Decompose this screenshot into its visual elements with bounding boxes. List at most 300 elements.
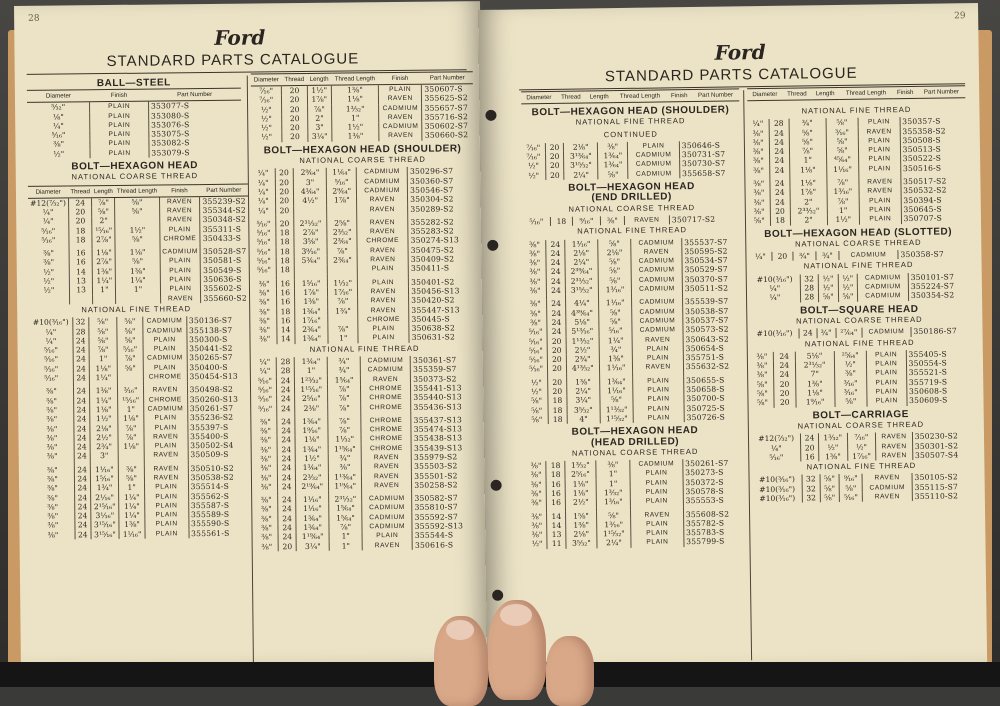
section-subtitle: NATIONAL COARSE THREAD bbox=[796, 314, 923, 326]
part-number-cell: 350546-S7 bbox=[408, 185, 474, 195]
spec-cell: 1" bbox=[328, 334, 358, 344]
spec-cell: ²⁵⁄₆₄" bbox=[834, 350, 866, 360]
part-number-cell: 350602-S7 bbox=[422, 121, 473, 131]
spec-cell: 1⁹⁄₁₆" bbox=[795, 397, 834, 407]
finish-cell: PLAIN bbox=[633, 413, 684, 423]
spec-cell: 2⅛" bbox=[89, 423, 118, 433]
spec-cell: 3¼" bbox=[567, 396, 600, 406]
binder-hole bbox=[487, 240, 498, 251]
spec-cell: 24 bbox=[73, 364, 89, 373]
section-subtitle: NATIONAL COARSE THREAD bbox=[571, 446, 699, 458]
spec-cell: 1¼" bbox=[599, 335, 632, 345]
spec-cell: 24 bbox=[73, 336, 89, 345]
spec-cell: ⅝" bbox=[117, 335, 143, 345]
spec-cell: 1¼" bbox=[116, 276, 160, 286]
spec-cell: 3¹⁵⁄₃₂" bbox=[564, 161, 598, 171]
part-number-cell: 350538-S7 bbox=[683, 306, 743, 316]
part-number-cell: 350717-S2 bbox=[669, 214, 741, 224]
spec-cell: 1⅞" bbox=[790, 188, 827, 198]
spec-cell bbox=[294, 265, 328, 275]
part-number-cell: 350646-S bbox=[679, 140, 740, 150]
spec-cell: 20 bbox=[546, 171, 565, 181]
part-number-cell: 350549-S bbox=[201, 265, 249, 275]
section-subtitle: NATIONAL COARSE THREAD bbox=[568, 202, 696, 214]
part-number-cell: 355553-S bbox=[683, 496, 745, 506]
spec-cell: 1¹⁵⁄₆₄" bbox=[328, 444, 361, 454]
spec-cell: 2¹⁹⁄₆₄" bbox=[296, 482, 329, 492]
finish-cell: RAVEN bbox=[357, 227, 408, 237]
spec-cell: 18 bbox=[69, 235, 93, 245]
spec-cell: ⅝" bbox=[88, 317, 117, 327]
part-number-cell: 355592-S7 bbox=[412, 512, 477, 522]
finish-cell: PLAIN bbox=[859, 205, 901, 215]
part-number-cell: 350700-S bbox=[684, 394, 744, 404]
section-subtitle: NATIONAL FINE THREAD bbox=[801, 104, 912, 116]
spec-cell: 1⅛" bbox=[93, 248, 116, 258]
spec-cell: ⅜" bbox=[47, 502, 59, 512]
spec-cell: ½" bbox=[260, 104, 272, 115]
spec-cell bbox=[29, 295, 69, 305]
part-number-cell: 350304-S2 bbox=[408, 194, 474, 204]
spec-cell: 14 bbox=[276, 325, 294, 334]
spec-cell: 1³⁄₃₂" bbox=[596, 488, 631, 498]
spec-cell: ⅜" bbox=[260, 454, 272, 464]
spec-cell: 13 bbox=[69, 276, 93, 286]
spec-cell: 24 bbox=[769, 147, 789, 157]
spec-cell: 1⅜" bbox=[119, 520, 145, 530]
spec-cell: ⅜" bbox=[530, 489, 542, 499]
part-number-cell: 355239-S2 bbox=[200, 196, 248, 206]
spec-cell: 3¼" bbox=[296, 541, 329, 551]
parts-table bbox=[522, 140, 740, 180]
spec-cell: ⅜" bbox=[46, 405, 58, 415]
spec-cell: 1³⁄₃₂" bbox=[565, 460, 596, 470]
spec-cell: 3¹⁵⁄₁₆" bbox=[91, 530, 120, 540]
spec-cell: ¾" bbox=[789, 118, 826, 128]
spec-cell: ⅜" bbox=[47, 493, 59, 503]
spec-cell: 1⅜" bbox=[116, 266, 160, 276]
spec-cell: 2⅞" bbox=[294, 228, 328, 238]
spec-cell: ⅜" bbox=[53, 139, 65, 150]
column-header: Thread Length bbox=[613, 90, 667, 103]
part-number-cell: 355400-S bbox=[188, 431, 245, 441]
spec-cell: 1⅜" bbox=[93, 267, 116, 277]
spec-cell: ⅜" bbox=[529, 249, 541, 259]
spec-cell: 18 bbox=[548, 405, 566, 415]
spec-cell: 24 bbox=[278, 473, 296, 482]
spec-cell: 24 bbox=[547, 277, 565, 287]
spec-cell: 28 bbox=[800, 283, 818, 293]
part-number-cell: 353075-S bbox=[149, 129, 242, 139]
spec-cell: ⅜" bbox=[528, 239, 540, 249]
part-number-cell: 350296-S7 bbox=[407, 167, 473, 177]
part-number-cell: 350401-S2 bbox=[409, 277, 475, 287]
finish-cell: RAVEN bbox=[362, 541, 412, 551]
spec-cell: ⅞" bbox=[328, 403, 361, 413]
spec-cell: 4¹³⁄₃₂" bbox=[566, 364, 599, 374]
column-header: Diameter bbox=[521, 91, 557, 103]
column-header: Part Number bbox=[422, 72, 473, 85]
spec-cell: ⅜" bbox=[261, 541, 273, 552]
spec-cell: ⅝" bbox=[756, 379, 768, 389]
spec-cell: 1⅛" bbox=[790, 178, 827, 188]
spec-cell: ⅜" bbox=[261, 532, 273, 542]
spec-cell: 24 bbox=[73, 345, 89, 354]
finish-cell: PLAIN bbox=[633, 385, 684, 395]
spec-cell: ⅝" bbox=[119, 474, 145, 484]
spec-cell: ⅞" bbox=[328, 297, 358, 307]
finish-cell: CADMIUM bbox=[630, 459, 683, 469]
spec-cell: ⁵⁄₁₆" bbox=[256, 237, 271, 247]
finish-cell: CADMIUM bbox=[143, 326, 187, 336]
finish-cell: CADMIUM bbox=[632, 284, 683, 294]
parts-table bbox=[752, 431, 970, 462]
spec-cell: ⁷⁄₁₆" bbox=[526, 152, 541, 162]
part-number-cell: 350508-S bbox=[900, 135, 966, 145]
spec-cell: #12(⁷⁄₃₂") bbox=[758, 433, 795, 444]
spec-cell: 20 bbox=[548, 387, 566, 397]
finish-cell: PLAIN bbox=[90, 101, 149, 111]
spec-cell: 24 bbox=[769, 165, 789, 175]
spec-cell: ⅜" bbox=[530, 318, 542, 328]
spec-cell: 24 bbox=[73, 373, 89, 382]
spec-cell: ½" bbox=[531, 539, 543, 549]
finish-cell: PLAIN bbox=[144, 413, 188, 423]
spec-cell: 1" bbox=[827, 206, 860, 216]
finish-cell: RAVEN bbox=[357, 195, 408, 205]
spec-cell: ½" bbox=[847, 442, 876, 452]
finish-cell: RAVEN bbox=[144, 473, 188, 483]
part-number-cell: 355716-S2 bbox=[422, 112, 473, 122]
spec-cell: 24 bbox=[75, 521, 91, 530]
finish-cell: RAVEN bbox=[362, 471, 412, 481]
section-subtitle: NATIONAL FINE THREAD bbox=[803, 260, 914, 271]
spec-cell: 24 bbox=[75, 511, 91, 520]
part-number-cell: 355405-S bbox=[906, 349, 969, 359]
table-row bbox=[753, 491, 971, 503]
finish-cell: CADMIUM bbox=[356, 167, 407, 177]
spec-cell: ½" bbox=[838, 273, 858, 283]
spec-cell: ⅝" bbox=[820, 493, 840, 503]
spec-cell: 1⅜" bbox=[332, 132, 379, 142]
part-number-cell: 355224-S7 bbox=[908, 281, 968, 291]
finish-cell: CADMIUM bbox=[858, 291, 909, 301]
column-header: Length bbox=[307, 73, 332, 85]
spec-cell: 2³⁄₆₄" bbox=[328, 255, 358, 265]
column-header: Part Number bbox=[692, 89, 740, 102]
part-number-cell: 350411-S bbox=[408, 264, 474, 274]
spec-cell: ⁷⁄₁₆" bbox=[259, 86, 274, 96]
spec-cell: 1⁷⁄₁₆" bbox=[328, 287, 358, 297]
spec-cell: 24 bbox=[546, 239, 564, 249]
spec-cell: ⅞" bbox=[328, 425, 361, 435]
spec-cell: 24 bbox=[277, 435, 295, 444]
spec-cell: 18 bbox=[276, 265, 294, 274]
spec-cell: ⅝" bbox=[117, 317, 143, 327]
finish-cell: PLAIN bbox=[145, 510, 189, 520]
page-title: STANDARD PARTS CATALOGUE bbox=[604, 64, 858, 86]
spec-cell: 24 bbox=[278, 532, 296, 541]
part-number-cell: 350582-S7 bbox=[412, 493, 477, 503]
spec-cell: 1" bbox=[295, 366, 328, 376]
spec-cell: #10(³⁄₁₆") bbox=[759, 484, 796, 494]
spec-cell: 24 bbox=[278, 514, 296, 523]
spec-cell: 18 bbox=[548, 396, 566, 406]
spec-cell: ¼" bbox=[45, 336, 57, 346]
spec-cell: ½" bbox=[528, 161, 540, 171]
part-number-cell: 355587-S bbox=[188, 500, 245, 510]
spec-cell: 1²³⁄₃₂" bbox=[295, 375, 328, 385]
part-number-cell: 355562-S bbox=[188, 491, 245, 501]
spec-cell bbox=[118, 373, 144, 383]
finish-cell: PLAIN bbox=[357, 264, 408, 274]
parts-table bbox=[748, 117, 967, 226]
finish-cell: RAVEN bbox=[631, 510, 684, 520]
parts-table bbox=[751, 349, 970, 408]
parts-table bbox=[750, 272, 968, 303]
finish-cell: CADMIUM bbox=[628, 169, 680, 179]
part-number-cell: 350230-S2 bbox=[912, 431, 970, 441]
finish-cell: PLAIN bbox=[628, 141, 680, 151]
finish-cell: RAVEN bbox=[357, 204, 408, 214]
spec-cell: ½" bbox=[818, 283, 838, 293]
spec-cell: 2½" bbox=[566, 345, 599, 355]
spec-cell: ⁵⁄₁₆" bbox=[44, 364, 59, 374]
spec-cell: ⁵⁄₁₆" bbox=[41, 226, 56, 236]
spec-cell: 24 bbox=[769, 156, 789, 166]
finish-cell: RAVEN bbox=[859, 186, 901, 196]
finish-cell: CHROME bbox=[361, 402, 411, 412]
spec-cell: 1³⁄₆₄" bbox=[296, 463, 329, 473]
spec-cell: ⅝" bbox=[598, 257, 631, 267]
spec-cell: 28 bbox=[276, 366, 294, 375]
spec-cell: 13 bbox=[547, 530, 566, 540]
spec-cell: 18 bbox=[275, 238, 293, 247]
spec-cell: ⅝" bbox=[789, 128, 826, 138]
finish-cell: RAVEN bbox=[632, 335, 683, 345]
spec-cell: ⅜" bbox=[529, 258, 541, 268]
part-number-cell: 350289-S2 bbox=[408, 204, 474, 214]
spec-cell: 24 bbox=[74, 493, 90, 502]
part-number-cell: 355436-S13 bbox=[411, 402, 476, 412]
spec-cell: #10(³⁄₁₆") bbox=[756, 328, 793, 339]
spec-cell: 1³⁄₆₄" bbox=[598, 151, 628, 161]
spec-cell: 3¼" bbox=[307, 132, 332, 142]
parts-table bbox=[753, 473, 971, 504]
finish-cell: CADMIUM bbox=[357, 186, 408, 196]
finish-cell: PLAIN bbox=[90, 111, 149, 121]
spec-cell: 1³⁄₁₆" bbox=[596, 520, 631, 530]
finish-cell: PLAIN bbox=[90, 120, 149, 130]
spec-cell: ⁵⁄₁₆" bbox=[258, 394, 273, 404]
part-number-cell: 355658-S7 bbox=[680, 168, 741, 178]
finish-cell: PLAIN bbox=[866, 350, 906, 360]
part-number-cell: 350502-S4 bbox=[188, 441, 245, 451]
spec-cell: 20 bbox=[547, 336, 565, 346]
spec-cell: ⅜" bbox=[752, 128, 764, 138]
finish-cell: CHROME bbox=[160, 234, 201, 244]
spec-cell: 20 bbox=[275, 168, 293, 177]
fingernail bbox=[446, 620, 474, 640]
spec-cell: 24 bbox=[769, 179, 789, 189]
spec-cell: 1" bbox=[789, 156, 826, 166]
spec-cell: ⅜" bbox=[753, 206, 765, 217]
column-header: Finish bbox=[667, 90, 692, 102]
section-subtitle: NATIONAL COARSE THREAD bbox=[797, 419, 925, 431]
spec-cell: ⅜" bbox=[752, 137, 764, 148]
spec-cell: ⅞" bbox=[328, 416, 361, 426]
finish-cell: CADMIUM bbox=[862, 327, 911, 337]
part-number-cell: 350433-S bbox=[200, 233, 248, 243]
spec-cell: 24 bbox=[74, 465, 90, 474]
spec-cell: ⅜" bbox=[531, 511, 543, 521]
spec-cell: ½" bbox=[260, 114, 272, 124]
spec-cell: 1⅜" bbox=[294, 297, 328, 307]
spec-cell: ⅜" bbox=[259, 306, 270, 316]
spec-cell: 2" bbox=[790, 215, 827, 225]
spec-cell: ⁵⁄₁₆" bbox=[256, 256, 271, 266]
spec-cell: 11 bbox=[547, 539, 566, 549]
finish-cell: RAVEN bbox=[357, 246, 408, 256]
part-number-cell: 350730-S7 bbox=[679, 159, 740, 169]
part-number-cell: 355282-S2 bbox=[408, 217, 474, 227]
spec-cell: ⁵⁄₁₆" bbox=[528, 327, 543, 337]
finish-cell: RAVEN bbox=[862, 473, 912, 483]
spec-cell: 1⅛" bbox=[89, 364, 118, 374]
finish-cell: PLAIN bbox=[632, 344, 683, 354]
finish-cell: RAVEN bbox=[379, 94, 422, 104]
spec-cell: 3¹⁵⁄₃₂" bbox=[565, 285, 598, 295]
spec-cell: 2³⁄₆₄" bbox=[327, 237, 357, 247]
spec-cell: ⅜" bbox=[260, 504, 272, 514]
finish-cell: PLAIN bbox=[358, 324, 409, 334]
finish-cell: RAVEN bbox=[379, 113, 422, 123]
spec-cell: 1⅜" bbox=[819, 452, 848, 462]
spec-cell: ⁹⁄₁₆" bbox=[839, 474, 862, 484]
part-number-cell: 350638-S2 bbox=[409, 323, 475, 333]
spec-cell: 2⅛" bbox=[564, 142, 598, 152]
spec-cell: ⁵⁄₁₆" bbox=[257, 265, 272, 275]
table-row bbox=[749, 213, 967, 225]
finish-cell: RAVEN bbox=[358, 305, 409, 315]
spec-cell: 14 bbox=[547, 521, 566, 531]
finish-cell: RAVEN bbox=[159, 206, 200, 216]
spec-cell: 16 bbox=[546, 480, 565, 490]
spec-cell: 18 bbox=[276, 256, 294, 265]
part-number-cell: 350260-S13 bbox=[187, 394, 244, 404]
spec-cell: ⅝" bbox=[115, 206, 159, 216]
spec-cell: ⅝" bbox=[757, 398, 769, 408]
spec-cell: ¼" bbox=[257, 168, 269, 178]
spec-cell: ⅜" bbox=[598, 142, 628, 152]
column-header: Thread bbox=[282, 73, 307, 85]
finish-cell: RAVEN bbox=[159, 215, 200, 225]
spec-cell: ⁵⁄₁₆" bbox=[258, 375, 273, 386]
spec-cell: ⁵⁄₁₆" bbox=[769, 452, 784, 462]
spec-cell: 2³⁄₈" bbox=[295, 403, 328, 413]
part-number-cell: 355782-S bbox=[683, 518, 745, 528]
part-number-cell: 355501-S2 bbox=[412, 471, 477, 481]
finish-cell: PLAIN bbox=[143, 363, 187, 373]
spec-cell: ¼" bbox=[257, 178, 269, 188]
spec-cell: ⅜" bbox=[260, 435, 272, 445]
spec-cell: ⅝" bbox=[531, 405, 543, 415]
spec-cell: 14 bbox=[277, 334, 295, 343]
part-number-cell: 350573-S2 bbox=[683, 325, 743, 335]
spec-cell: 1¼" bbox=[93, 276, 116, 286]
spec-cell: 2³⁄₃₂" bbox=[327, 228, 357, 238]
spec-cell: ¾" bbox=[599, 345, 632, 355]
part-number-cell: 355979-S2 bbox=[411, 452, 476, 462]
spec-cell: 24 bbox=[278, 505, 296, 514]
column-header: Thread Length bbox=[331, 73, 378, 85]
spec-cell: 20 bbox=[548, 355, 566, 365]
spec-cell: ⅝" bbox=[89, 336, 118, 346]
parts-table bbox=[28, 183, 249, 305]
spec-cell: 2" bbox=[790, 197, 827, 207]
finish-cell: CADMIUM bbox=[356, 177, 407, 187]
spec-cell: 1⅛" bbox=[789, 165, 826, 175]
finish-cell: PLAIN bbox=[867, 387, 907, 397]
spec-cell: ⅜" bbox=[47, 483, 58, 493]
spec-cell: 1" bbox=[329, 532, 362, 542]
spec-cell: ⅞" bbox=[92, 197, 115, 207]
spec-cell: 20 bbox=[770, 207, 790, 217]
spec-cell: 24 bbox=[770, 197, 790, 207]
column-header: Thread bbox=[782, 88, 811, 100]
finish-cell: PLAIN bbox=[631, 528, 684, 538]
spec-cell: 28 bbox=[800, 293, 818, 303]
spec-cell: 24 bbox=[547, 286, 565, 296]
spec-cell: 16 bbox=[69, 258, 93, 268]
spec-cell: ⅜" bbox=[529, 299, 541, 309]
part-number-cell: 350581-S bbox=[200, 256, 248, 266]
finish-cell: CADMIUM bbox=[362, 494, 412, 504]
finish-cell: PLAIN bbox=[159, 225, 200, 235]
part-number-cell: 350532-S2 bbox=[901, 186, 967, 196]
spec-cell: 1¼" bbox=[89, 396, 118, 406]
spec-cell: 24 bbox=[74, 414, 90, 423]
spec-cell: ⅜" bbox=[259, 334, 271, 344]
spec-cell: 1" bbox=[596, 479, 631, 489]
part-number-cell: 350265-S7 bbox=[187, 353, 244, 363]
spec-cell: ¼" bbox=[45, 327, 57, 337]
spec-cell: 1½" bbox=[307, 85, 332, 95]
spec-cell: 1¹⁄₁₆" bbox=[90, 465, 119, 475]
part-number-cell: 350660-S2 bbox=[422, 131, 473, 141]
parts-table bbox=[254, 355, 478, 551]
part-number-cell: 350409-S2 bbox=[408, 254, 474, 264]
finish-cell: RAVEN bbox=[144, 464, 188, 474]
section-title: BOLT—SQUARE HEAD bbox=[799, 303, 919, 317]
spec-cell: 24 bbox=[277, 454, 295, 463]
spec-cell: 1³⁄₆₄" bbox=[295, 417, 328, 427]
spec-cell: ¾" bbox=[817, 328, 836, 338]
section-subtitle: NATIONAL FINE THREAD bbox=[577, 225, 688, 236]
spec-cell: 2¹⁄₁₆" bbox=[90, 493, 119, 503]
spec-cell: 1⅛" bbox=[565, 488, 596, 498]
spec-cell: 1½" bbox=[89, 414, 118, 424]
finish-cell: RAVEN bbox=[361, 374, 411, 384]
spec-cell bbox=[115, 216, 159, 226]
spec-cell: ½" bbox=[261, 132, 273, 142]
spec-cell: ¼" bbox=[257, 187, 269, 197]
spec-cell: 2" bbox=[307, 114, 332, 124]
finish-cell: PLAIN bbox=[358, 333, 409, 343]
spec-cell: 2½" bbox=[566, 498, 597, 508]
part-number-cell: 350354-S2 bbox=[908, 291, 968, 301]
spec-cell: 16 bbox=[547, 498, 566, 508]
